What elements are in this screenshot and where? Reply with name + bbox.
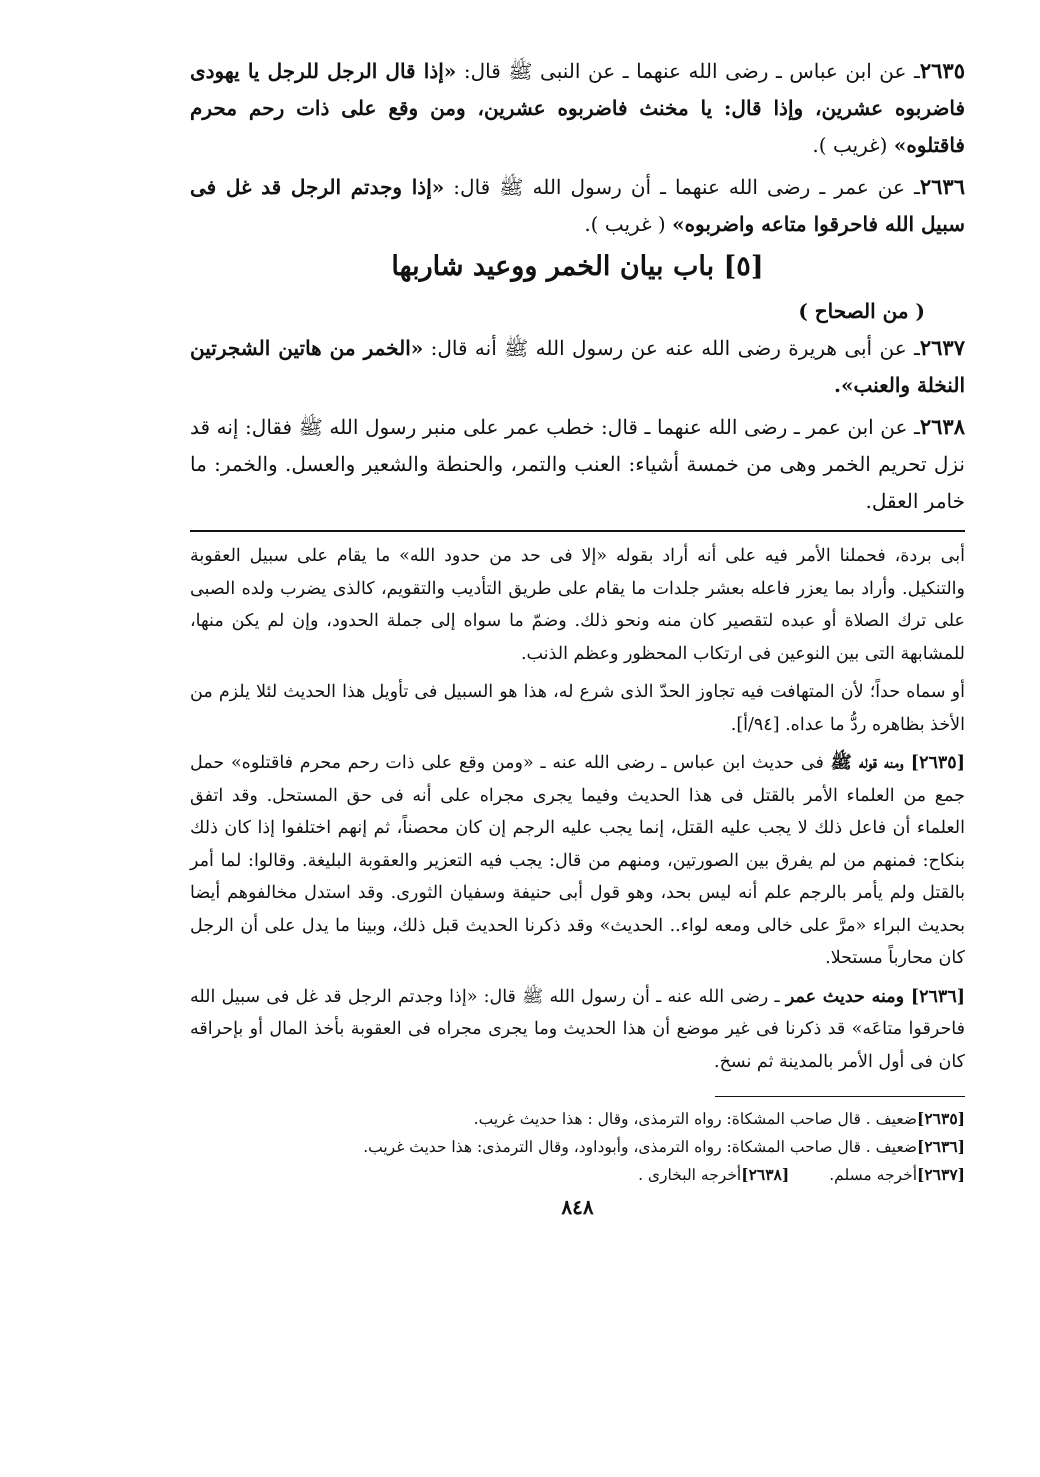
- hadith-number: ٢٦٣٥: [919, 58, 965, 83]
- footnote-text: ضعيف . قال صاحب المشكاة: رواه الترمذى، وأبوداود، وقال الترمذى: هذا حديث غريب.: [363, 1138, 917, 1156]
- hadith-isnad: ـ عن ابن عباس ـ رضى الله عنهما ـ عن النبى ﷺ قال:: [456, 59, 920, 83]
- hadith-isnad: ـ عن عمر ـ رضى الله عنهما ـ أن رسول الله ﷺ قال:: [444, 175, 920, 199]
- hadith-isnad: ـ عن أبى هريرة رضى الله عنه عن رسول الله ﷺ أنه قال:: [423, 336, 920, 360]
- commentary-paragraph: [190, 981, 965, 1079]
- section-label: ( من الصحاح ): [798, 299, 925, 323]
- footnote-number: [٢٦٣٥]: [917, 1109, 965, 1128]
- footnote-number: [٢٦٣٧]: [917, 1165, 965, 1184]
- hadith-text: ـ عن ابن عمر ـ رضى الله عنهما ـ قال: خطب عمر على منبر رسول الله ﷺ فقال: إنه قد نزل تحريم الخمر وهى من خمسة أشياء: العنب والتمر، والحنطة والشعير والعسل. والخمر: ما خامر العقل.: [190, 415, 966, 513]
- footnote-text: ضعيف . قال صاحب المشكاة: رواه الترمذى، وقال : هذا حديث غريب.: [473, 1110, 917, 1128]
- commentary-text: أبى بردة، فحملنا الأمر فيه على أنه أراد بقوله «إلا فى حد من حدود الله» ما يقام على سبيل العقوبة والتنكيل. وأراد بما يعزر فاعله بعشر جلدات ما يقام على طريق التأديب والتقويم، كالذى يضرب ولده الصبى على ترك الصلاة أو عبده لتقصير كان منه ونحو ذلك. وضمّ ما سواه إلى جملة الحدود، وإن لم يكن منها، للمشابهة التى بين النوعين فى ارتكاب المحظور وعظم الذنب.: [190, 546, 965, 664]
- page-body: [190, 52, 965, 1219]
- commentary-text: ـ رضى الله عنه ـ أن رسول الله ﷺ قال: «إذا وجدتم الرجل قد غل فى سبيل الله فاحرقوا متاعَه» قد ذكرنا فى غير موضع أن هذا الحديث وما يجرى مجراه فى العقوبة بأخذ المال أو بإحراقه كان فى أول الأمر بالمدينة ثم نسخ.: [190, 986, 965, 1072]
- section-divider: [190, 530, 965, 532]
- hadith-2635: [190, 52, 965, 164]
- footnote: [190, 1105, 965, 1133]
- hadith-number: ٢٦٣٧: [919, 335, 965, 360]
- footnote-number: [٢٦٣٦]: [917, 1137, 965, 1156]
- footnote-text: أخرجه البخارى .: [638, 1166, 742, 1184]
- hadith-2638: [190, 408, 965, 520]
- hadith-2636: [190, 168, 965, 243]
- commentary-paragraph: [190, 676, 965, 741]
- chapter-title: [٥] باب بيان الخمر ووعيد شاربها: [391, 251, 764, 282]
- commentary-lead: [٢٦٣٦] ومنه حديث عمر: [785, 986, 966, 1007]
- commentary-text: فى حديث ابن عباس ـ رضى الله عنه ـ «ومن وقع على ذات رحم محرم فاقتلوه» حمل جمع من العلماء الأمر بالقتل فى هذا الحديث وفيما يجرى مجراه على أنه فى حق المستحل. وقد اتفق العلماء أن فاعل ذلك لا يجب عليه القتل، إنما يجب عليه الرجم إن كان محصناً، ثم إنهم اختلفوا إذا كان ذلك بنكاح: فمنهم من لم يفرق بين الصورتين، ومنهم من قال: يجب فيه التعزير والعقوبة البليغة. وقالوا: لما أمر بالقتل ولم يأمر بالرجم علم أنه ليس بحد، وهو قول أبى حنيفة وسفيان الثورى. وقد استدل مخالفوهم أيضا بحديث البراء «مرَّ على خالى ومعه لواء.. الحديث» وقد ذكرنا الحديث قبل ذلك، وبينا ما يدل على أن الرجل كان محارباً مستحلا.: [190, 753, 965, 968]
- footnote-divider: [715, 1096, 965, 1097]
- commentary-paragraph: [190, 747, 965, 975]
- hadith-number: ٢٦٣٦: [919, 174, 965, 199]
- hadith-grade: (غريب ).: [812, 133, 894, 157]
- hadith-matn: «الخمر من هاتين الشجرتين النخلة والعنب».: [190, 336, 965, 397]
- page-number: ٨٤٨: [561, 1195, 594, 1219]
- footnote-text: أخرجه مسلم.: [829, 1166, 917, 1184]
- footnote-number: [٢٦٣٨]: [741, 1165, 790, 1184]
- hadith-matn: «إذا قال الرجل للرجل يا يهودى فاضربوه عشرين، وإذا قال: يا مخنث فاضربوه عشرين، ومن وقع على ذات رحم محرم فاقتلوه»: [190, 59, 965, 157]
- footnote: [190, 1133, 965, 1161]
- footnote: [190, 1161, 965, 1189]
- hadith-number: ٢٦٣٨: [919, 414, 965, 439]
- commentary-lead: [٢٦٣٥] ومنه قوله ﷺ: [830, 753, 965, 773]
- commentary-paragraph: [190, 540, 965, 670]
- hadith-matn: «إذا وجدتم الرجل قد غل فى سبيل الله فاحرقوا متاعه واضربوه»: [190, 175, 965, 236]
- commentary-text: أو سماه حداً؛ لأن المتهافت فيه تجاوز الحدّ الذى شرع له، هذا هو السبيل فى تأويل هذا الحديث لئلا يلزم من الأخذ بظاهره ردُّ ما عداه. [٩٤/أ].: [190, 682, 965, 735]
- hadith-2637: [190, 329, 965, 404]
- hadith-grade: ( غريب ).: [584, 212, 673, 236]
